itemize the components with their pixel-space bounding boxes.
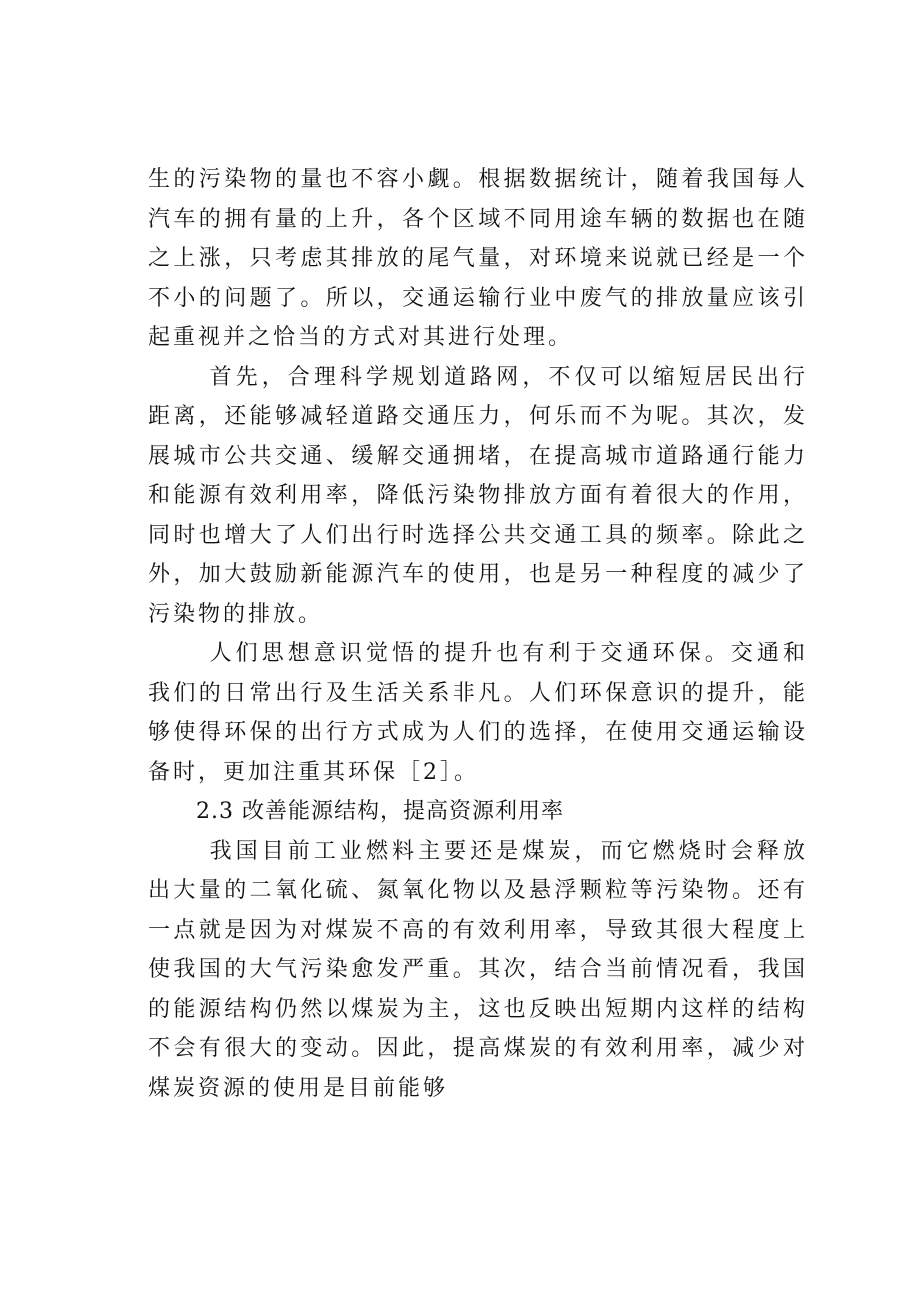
document-body xyxy=(148,160,808,1108)
paragraph-continuation: 生的污染物的量也不容小觑。根据数据统计，随着我国每人汽车的拥有量的上升，各个区域不同用途车辆的数据也在随之上涨，只考虑其排放的尾气量，对环境来说就已经是一个不小的问题了。所以，交通运输行业中废气的排放量应该引起重视并之恰当的方式对其进行处理。 xyxy=(148,167,808,350)
paragraph-road-network: 首先，合理科学规划道路网，不仅可以缩短居民出行距离，还能够减轻道路交通压力，何乐而不为呢。其次，发展城市公共交通、缓解交通拥堵，在提高城市道路通行能力和能源有效利用率，降低污染物排放方面有着很大的作用，同时也增大了人们出行时选择公共交通工具的频率。除此之外，加大鼓励新能源汽车的使用，也是另一种程度的减少了污染物的排放。 xyxy=(148,364,808,627)
paragraph-energy-structure: 我国目前工业燃料主要还是煤炭，而它燃烧时会释放出大量的二氧化硫、氮氧化物以及悬浮颗粒等污染物。还有一点就是因为对煤炭不高的有效利用率，导致其很大程度上使我国的大气污染愈发严重。其次，结合当前情况看，我国的能源结构仍然以煤炭为主，这也反映出短期内这样的结构不会有很大的变动。因此，提高煤炭的有效利用率，减少对煤炭资源的使用是目前能够 xyxy=(148,838,808,1101)
paragraph-awareness: 人们思想意识觉悟的提升也有利于交通环保。交通和我们的日常出行及生活关系非凡。人们环保意识的提升，能够使得环保的出行方式成为人们的选择，在使用交通运输设备时，更加注重其环保［2］。 xyxy=(148,641,808,785)
section-heading: 2.3 改善能源结构，提高资源利用率 xyxy=(196,799,564,824)
